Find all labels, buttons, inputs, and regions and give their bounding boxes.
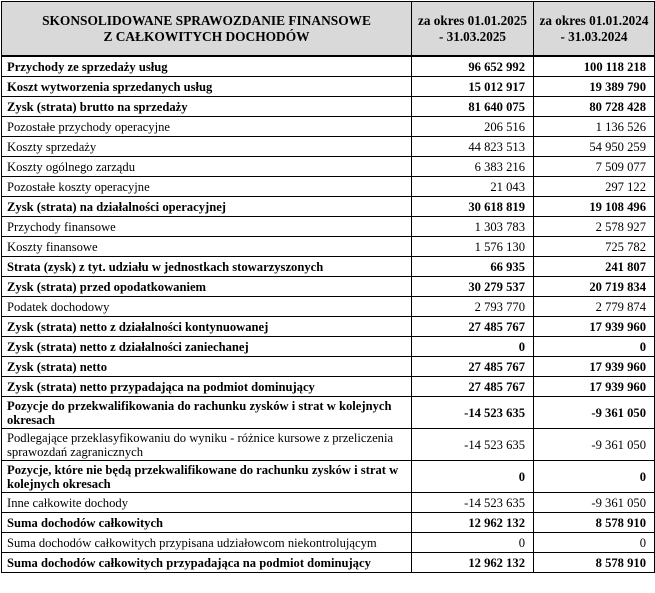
value-2024: 725 782	[534, 237, 655, 257]
table-row	[2, 533, 655, 553]
value-2025: 12 962 132	[412, 513, 534, 533]
value-2025: 12 962 132	[412, 553, 534, 573]
row-label: Przychody ze sprzedaży usług	[2, 56, 412, 77]
period-2024-text: za okres 01.01.2024 - 31.03.2024	[539, 12, 649, 44]
value-2024: 2 779 874	[534, 297, 655, 317]
value-2024: 19 389 790	[534, 77, 655, 97]
value-2024: 54 950 259	[534, 137, 655, 157]
row-label: Koszty ogólnego zarządu	[2, 157, 412, 177]
row-label: Zysk (strata) netto z działalności zaniechanej	[2, 337, 412, 357]
value-2025: 27 485 767	[412, 317, 534, 337]
value-2025: 27 485 767	[412, 357, 534, 377]
value-2024: 1 136 526	[534, 117, 655, 137]
value-2024: 0	[534, 337, 655, 357]
statement-body	[2, 56, 655, 573]
value-2025: 0	[412, 461, 534, 493]
table-row	[2, 337, 655, 357]
statement-title-text: SKONSOLIDOWANE SPRAWOZDANIE FINANSOWE Z CAŁKOWITYCH DOCHODÓW	[42, 12, 371, 44]
table-row	[2, 117, 655, 137]
value-2024: 17 939 960	[534, 317, 655, 337]
row-label: Zysk (strata) brutto na sprzedaży	[2, 97, 412, 117]
table-row	[2, 461, 655, 493]
value-2024: -9 361 050	[534, 397, 655, 429]
row-label: Pozostałe koszty operacyjne	[2, 177, 412, 197]
row-label: Pozycje do przekwalifikowania do rachunku zysków i strat w kolejnych okresach	[2, 397, 412, 429]
table-row	[2, 397, 655, 429]
table-row	[2, 56, 655, 77]
statement-title	[2, 2, 412, 57]
value-2024: 100 118 218	[534, 56, 655, 77]
value-2025: 81 640 075	[412, 97, 534, 117]
table-row	[2, 157, 655, 177]
value-2025: -14 523 635	[412, 493, 534, 513]
table-row	[2, 277, 655, 297]
table-row	[2, 429, 655, 461]
header-row	[2, 2, 655, 57]
value-2024: 0	[534, 461, 655, 493]
value-2024: 17 939 960	[534, 377, 655, 397]
value-2025: 96 652 992	[412, 56, 534, 77]
row-label: Suma dochodów całkowitych przypisana udziałowcom niekontrolującym	[2, 533, 412, 553]
table-row	[2, 553, 655, 573]
value-2024: 20 719 834	[534, 277, 655, 297]
table-row	[2, 237, 655, 257]
row-label: Koszty finansowe	[2, 237, 412, 257]
value-2025: 2 793 770	[412, 297, 534, 317]
value-2025: 6 383 216	[412, 157, 534, 177]
table-row	[2, 197, 655, 217]
value-2025: 27 485 767	[412, 377, 534, 397]
period-2025-header	[412, 2, 534, 57]
value-2024: 7 509 077	[534, 157, 655, 177]
value-2024: 8 578 910	[534, 553, 655, 573]
table-row	[2, 297, 655, 317]
row-label: Suma dochodów całkowitych	[2, 513, 412, 533]
table-row	[2, 317, 655, 337]
value-2025: 0	[412, 337, 534, 357]
value-2025: 44 823 513	[412, 137, 534, 157]
period-2025-text: za okres 01.01.2025 - 31.03.2025	[418, 12, 527, 44]
value-2024: -9 361 050	[534, 493, 655, 513]
value-2025: 0	[412, 533, 534, 553]
row-label: Zysk (strata) netto	[2, 357, 412, 377]
value-2024: 2 578 927	[534, 217, 655, 237]
table-row	[2, 137, 655, 157]
income-statement-table	[1, 1, 655, 573]
table-row	[2, 77, 655, 97]
table-row	[2, 97, 655, 117]
value-2025: -14 523 635	[412, 429, 534, 461]
value-2024: 17 939 960	[534, 357, 655, 377]
row-label: Zysk (strata) netto z działalności kontynuowanej	[2, 317, 412, 337]
value-2024: -9 361 050	[534, 429, 655, 461]
value-2025: 15 012 917	[412, 77, 534, 97]
value-2025: 66 935	[412, 257, 534, 277]
row-label: Pozycje, które nie będą przekwalifikowane do rachunku zysków i strat w kolejnych okresach	[2, 461, 412, 493]
period-2024-header	[534, 2, 655, 57]
value-2024: 8 578 910	[534, 513, 655, 533]
row-label: Pozostałe przychody operacyjne	[2, 117, 412, 137]
value-2025: 21 043	[412, 177, 534, 197]
table-row	[2, 493, 655, 513]
row-label: Przychody finansowe	[2, 217, 412, 237]
table-row	[2, 377, 655, 397]
value-2024: 297 122	[534, 177, 655, 197]
value-2025: -14 523 635	[412, 397, 534, 429]
value-2025: 30 618 819	[412, 197, 534, 217]
value-2025: 1 576 130	[412, 237, 534, 257]
table-row	[2, 257, 655, 277]
row-label: Zysk (strata) netto przypadająca na podmiot dominujący	[2, 377, 412, 397]
value-2025: 206 516	[412, 117, 534, 137]
table-row	[2, 177, 655, 197]
row-label: Inne całkowite dochody	[2, 493, 412, 513]
value-2024: 19 108 496	[534, 197, 655, 217]
value-2025: 30 279 537	[412, 277, 534, 297]
table-row	[2, 513, 655, 533]
row-label: Strata (zysk) z tyt. udziału w jednostkach stowarzyszonych	[2, 257, 412, 277]
value-2024: 0	[534, 533, 655, 553]
row-label: Podlegające przeklasyfikowaniu do wyniku - różnice kursowe z przeliczenia sprawozdań zagranicznych	[2, 429, 412, 461]
row-label: Zysk (strata) przed opodatkowaniem	[2, 277, 412, 297]
row-label: Suma dochodów całkowitych przypadająca na podmiot dominujący	[2, 553, 412, 573]
row-label: Podatek dochodowy	[2, 297, 412, 317]
table-row	[2, 217, 655, 237]
table-row	[2, 357, 655, 377]
value-2024: 80 728 428	[534, 97, 655, 117]
value-2025: 1 303 783	[412, 217, 534, 237]
row-label: Koszty sprzedaży	[2, 137, 412, 157]
value-2024: 241 807	[534, 257, 655, 277]
row-label: Koszt wytworzenia sprzedanych usług	[2, 77, 412, 97]
row-label: Zysk (strata) na działalności operacyjnej	[2, 197, 412, 217]
